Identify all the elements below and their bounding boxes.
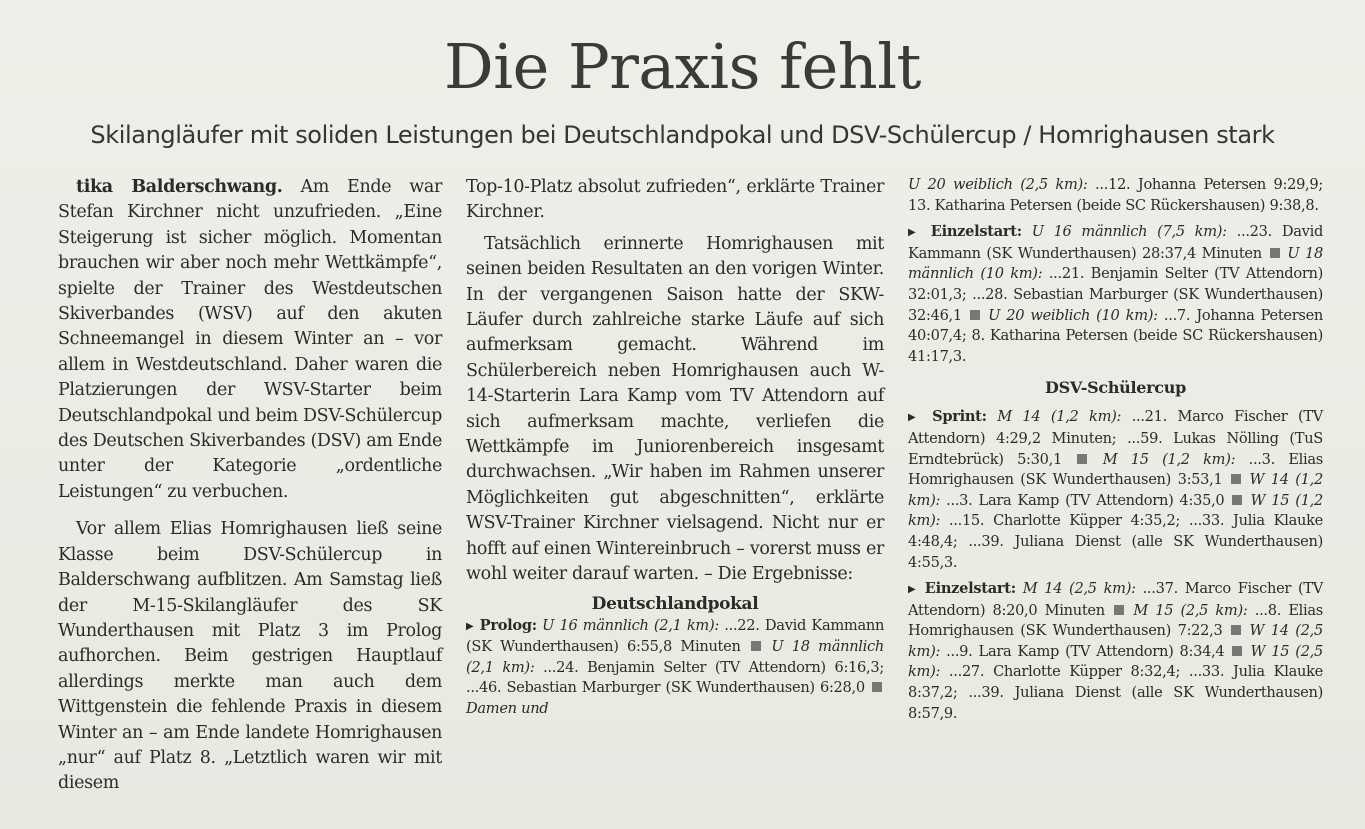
result-category: M 14 (2,5 km): — [1022, 580, 1136, 598]
triangle-bullet-icon: ▶ — [908, 412, 922, 424]
results-block — [908, 407, 1323, 573]
dateline: tika Balderschwang. — [76, 177, 283, 197]
triangle-bullet-icon: ▶ — [908, 227, 921, 239]
result-text: ...23. David Kammann (SK Wunderthausen) 28:37,4 Minuten — [908, 223, 1324, 262]
paragraph-text: Am Ende war Stefan Kirchner nicht unzufrieden. „Eine Steigerung ist sicher möglich. Momentan brauchen wir aber noch mehr Wettkämpfe“, spielte der Trainer des Westdeutschen Skiverbandes (WSV) auf den akuten Schneemangel in diesem Winter an – vor allem in Westdeutschland. Daher waren die Platzierungen der WSV-Starter beim Deutschlandpokal und beim DSV-Schülercup des Deutschen Skiverbandes (DSV) am Ende unter der Kategorie „ordentliche Leistungen“ zu verbuchen. — [58, 177, 442, 502]
result-category: W 14 (2,5 km): — [908, 622, 1323, 660]
headline: Die Praxis fehlt — [444, 30, 921, 103]
triangle-bullet-icon: ▶ — [908, 584, 918, 596]
article-column-3 — [908, 175, 1323, 724]
result-text: ...22. David Kammann (SK Wunderthausen) 6:55,8 Minuten — [466, 616, 885, 656]
result-category: Damen und — [466, 699, 549, 717]
result-category: U 20 weiblich (10 km): — [988, 306, 1158, 324]
result-text: ...37. Marco Fischer (TV Attendorn) 8:20,0 Minuten — [908, 580, 1324, 619]
square-bullet-icon — [1232, 495, 1242, 505]
result-text: ...21. Marco Fischer (TV Attendorn) 4:29,2 Minuten; ...59. Lukas Nölling (TuS Erndtebrück) 5:30,1 — [908, 408, 1324, 468]
result-category: M 14 (1,2 km): — [997, 408, 1122, 426]
result-text: ...7. Johanna Petersen 40:07,4; 8. Katharina Petersen (beide SC Rückershausen) 41:17,3. — [908, 306, 1324, 365]
result-text: ...15. Charlotte Küpper 4:35,2; ...33. Julia Klauke 4:48,4; ...39. Juliana Dienst (alle SK Wunderthausen) 4:55,3. — [908, 512, 1323, 571]
results-block — [908, 222, 1323, 367]
section-heading: Deutschlandpokal — [591, 593, 759, 614]
article-column-2 — [466, 175, 884, 719]
result-category: U 16 männlich (7,5 km): — [1031, 223, 1227, 241]
result-label: Einzelstart: — [930, 223, 1022, 241]
results-block — [908, 579, 1323, 724]
result-category: M 15 (2,5 km): — [1133, 601, 1248, 619]
result-label: Sprint: — [932, 408, 987, 426]
paragraph — [58, 175, 442, 505]
result-category: W 15 (2,5 km): — [908, 642, 1324, 681]
square-bullet-icon — [751, 641, 761, 651]
result-label: Einzelstart: — [924, 580, 1016, 598]
square-bullet-icon — [1232, 646, 1242, 656]
square-bullet-icon — [1077, 454, 1087, 464]
square-bullet-icon — [1231, 625, 1241, 635]
result-category: U 18 männlich (2,1 km): — [466, 638, 884, 676]
result-category: W 14 (1,2 km): — [908, 471, 1323, 509]
paragraph: Top-10-Platz absolut zufrieden“, erklärte Trainer Kirchner. — [466, 177, 884, 223]
square-bullet-icon — [1270, 248, 1280, 258]
result-text: ...9. Lara Kamp (TV Attendorn) 8:34,4 — [946, 642, 1225, 660]
result-text: ...12. Johanna Petersen 9:29,9; 13. Katharina Petersen (beide SC Rückershausen) 9:38,8. — [908, 176, 1323, 214]
section-heading: DSV-Schülercup — [1045, 378, 1186, 398]
result-category: U 20 weiblich (2,5 km): — [908, 176, 1088, 193]
paragraph: Vor allem Elias Homrighausen ließ seine Klasse beim DSV-Schülercup in Balderschwang aufblitzen. Am Samstag ließ der M-15-Skilangläufer des SK Wunderthausen mit Platz 3 im Prolog aufhorchen. Beim gestrigen Hauptlauf allerdings merkte man auch dem Wittgenstein die fehlende Praxis in diesem Winter an – am Ende landete Homrighausen „nur“ auf Platz 8. „Letztlich waren wir mit diesem — [58, 519, 442, 794]
article-column-1 — [58, 175, 442, 797]
result-text: ...3. Lara Kamp (TV Attendorn) 4:35,0 — [946, 491, 1225, 509]
results-block — [908, 175, 1323, 216]
result-text: ...21. Benjamin Selter (TV Attendorn) 32:01,3; ...28. Sebastian Marburger (SK Wunderthausen) 32:46,1 — [908, 265, 1323, 324]
subheadline: Skilangläufer mit soliden Leistungen bei Deutschlandpokal und DSV-Schülercup / Homrighausen stark — [90, 121, 1275, 149]
result-text: ...24. Benjamin Selter (TV Attendorn) 6:16,3; ...46. Sebastian Marburger (SK Wunderthausen) 6:28,0 — [466, 658, 884, 697]
square-bullet-icon — [1114, 605, 1124, 615]
square-bullet-icon — [1231, 474, 1241, 484]
result-category: M 15 (1,2 km): — [1102, 450, 1236, 468]
result-text: ...8. Elias Homrighausen (SK Wunderthausen) 7:22,3 — [908, 601, 1323, 640]
result-text: ...27. Charlotte Küpper 8:32,4; ...33. Julia Klauke 8:37,2; ...39. Juliana Dienst (alle SK Wunderthausen) 8:57,9. — [908, 663, 1323, 722]
square-bullet-icon — [970, 310, 980, 320]
result-category: U 18 männlich (10 km): — [908, 244, 1323, 283]
result-label: Prolog: — [479, 616, 537, 634]
result-text: ...3. Elias Homrighausen (SK Wunderthausen) 3:53,1 — [908, 450, 1323, 489]
result-category: U 16 männlich (2,1 km): — [542, 616, 719, 634]
results-block — [466, 616, 884, 720]
square-bullet-icon — [872, 682, 882, 692]
paragraph: Tatsächlich erinnerte Homrighausen mit seinen beiden Resultaten an den vorigen Winter. In der vergangenen Saison hatte der SKW-Läufer durch zahlreiche starke Läufe auf sich aufmerksam gemacht. Während im Schülerbereich neben Homrighausen auch W-14-Starterin Lara Kamp vom TV Attendorn auf sich aufmerksam machte, verliefen die Wettkämpfe im Juniorenbereich insgesamt durchwachsen. „Wir haben im Rahmen unserer Möglichkeiten gut abgeschnitten“, erklärte WSV-Trainer Kirchner vielsagend. Nicht nur er hofft auf einen Wintereinbruch – vorerst muss er wohl weiter darauf warten. – Die Ergebnisse: — [466, 233, 884, 585]
triangle-bullet-icon: ▶ — [466, 620, 475, 632]
result-category: W 15 (1,2 km): — [908, 491, 1324, 530]
